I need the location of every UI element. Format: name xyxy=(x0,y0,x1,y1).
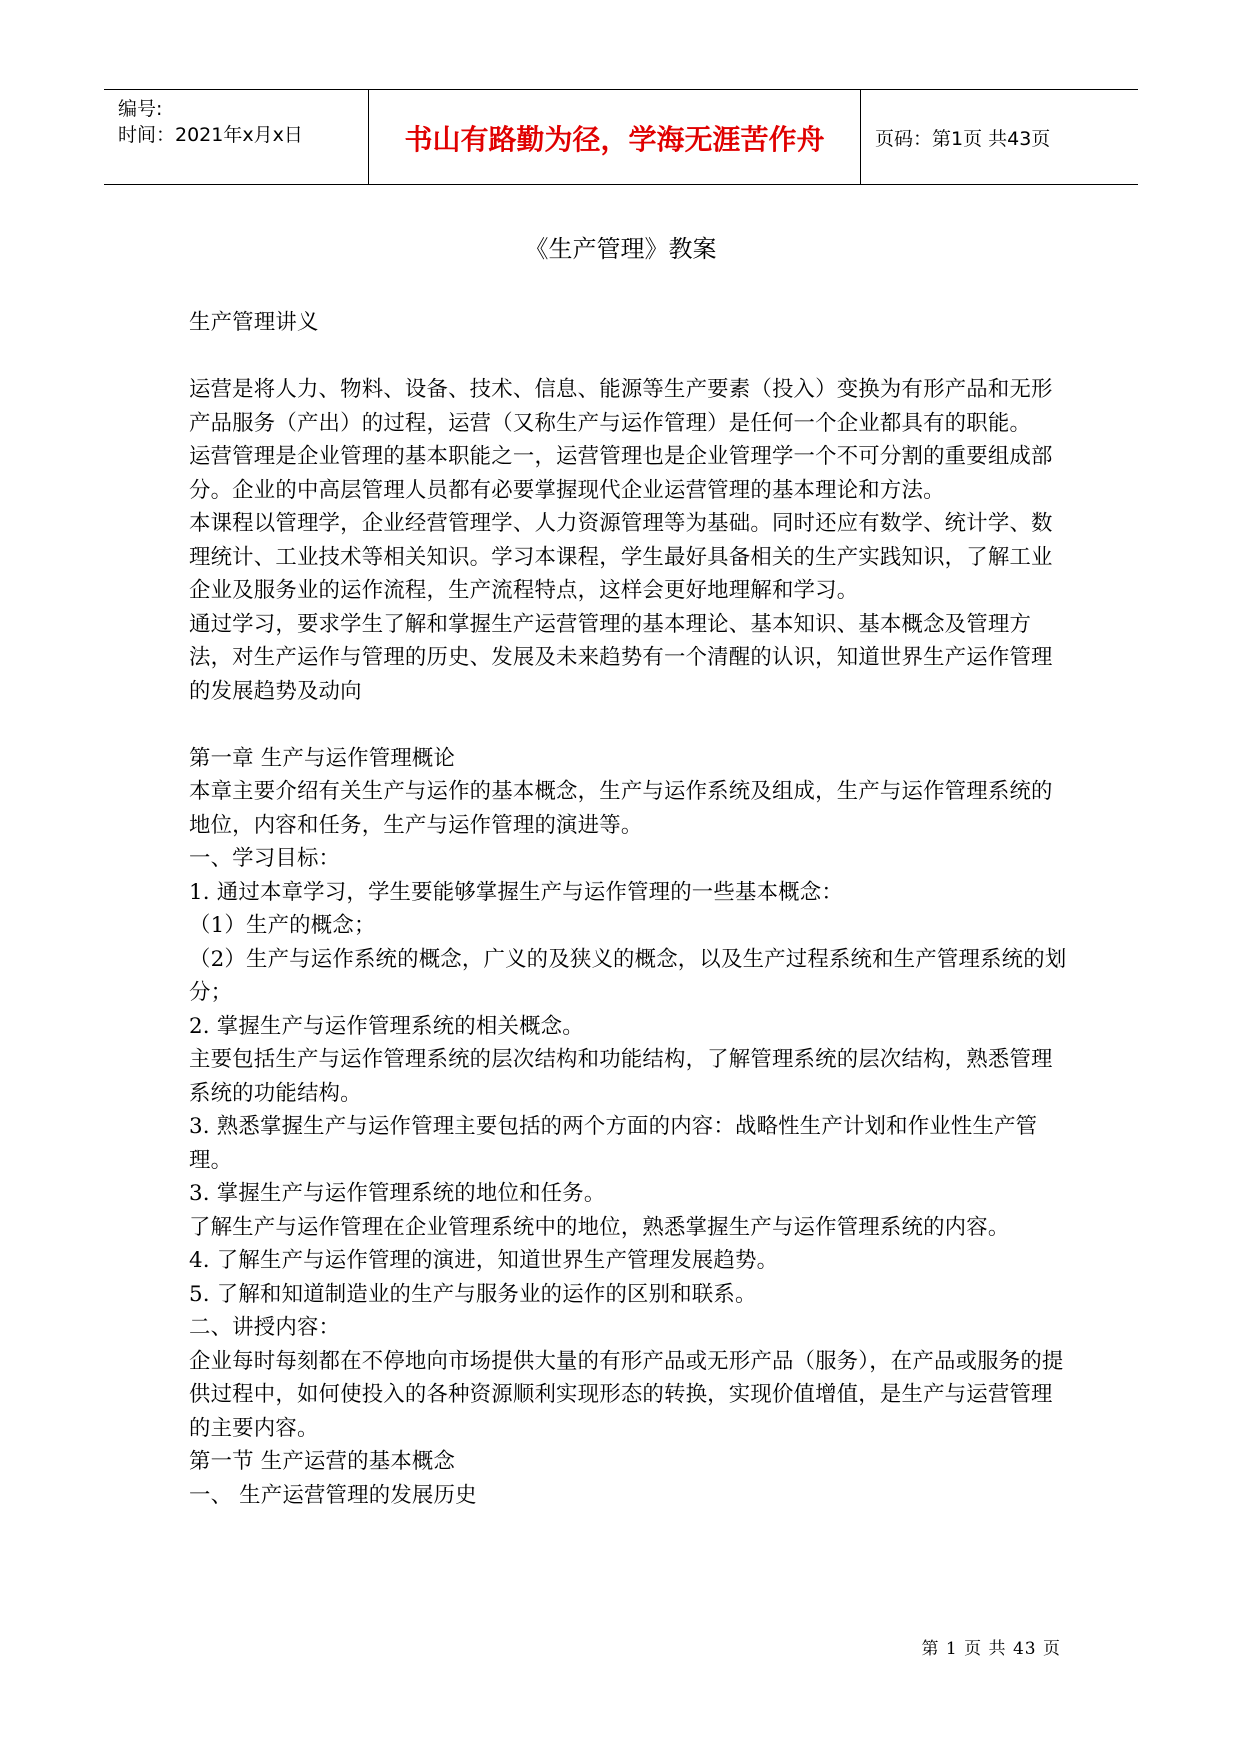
paragraph: 1. 通过本章学习，学生要能够掌握生产与运作管理的一些基本概念： xyxy=(189,879,843,905)
document-title: 《生产管理》教案 xyxy=(524,235,717,263)
paragraph: 5. 了解和知道制造业的生产与服务业的运作的区别和联系。 xyxy=(189,1281,757,1307)
paragraph: 生产管理讲义 xyxy=(189,310,319,335)
paragraph: 运营管理是企业管理的基本职能之一，运营管理也是企业管理学一个不可分割的重要组成部分。企业的中高层管理人员都有必要掌握现代企业运营管理的基本理论和方法。 xyxy=(189,444,1053,503)
paragraph: 二、讲授内容： xyxy=(189,1315,341,1340)
paragraph: （2）生产与运作系统的概念，广义的及狭义的概念，以及生产过程系统和生产管理系统的划分； xyxy=(189,946,1067,1005)
header-table xyxy=(104,89,1138,185)
paragraph: 2. 掌握生产与运作管理系统的相关概念。 xyxy=(189,1013,584,1039)
time-label: 时间：2021年x月x日 xyxy=(118,124,303,146)
page-footer: 第 1 页 共 43 页 xyxy=(921,1639,1061,1659)
paragraph: 通过学习，要求学生了解和掌握生产运营管理的基本理论、基本知识、基本概念及管理方法，对生产运作与管理的历史、发展及未来趋势有一个清醒的认识，知道世界生产运作管理的发展趋势及动向 xyxy=(189,611,1053,704)
paragraph: 运营是将人力、物料、设备、技术、信息、能源等生产要素（投入）变换为有形产品和无形产品服务（产出）的过程，运营（又称生产与运作管理）是任何一个企业都具有的职能。 xyxy=(189,377,1053,436)
header-left-cell xyxy=(104,90,369,184)
page-code: 页码：第1页 共43页 xyxy=(875,128,1051,150)
paragraph: 第一节 生产运营的基本概念 xyxy=(189,1449,456,1474)
paragraph: 了解生产与运作管理在企业管理系统中的地位，熟悉掌握生产与运作管理系统的内容。 xyxy=(189,1214,1010,1240)
header-middle-cell xyxy=(369,90,861,184)
paragraph: 本章主要介绍有关生产与运作的基本概念，生产与运作系统及组成，生产与运作管理系统的地位，内容和任务，生产与运作管理的演进等。 xyxy=(189,779,1053,838)
paragraph: 第一章 生产与运作管理概论 xyxy=(189,745,456,771)
header-right-cell xyxy=(861,90,1138,184)
paragraph: 一、 生产运营管理的发展历史 xyxy=(189,1482,477,1508)
paragraph: 主要包括生产与运作管理系统的层次结构和功能结构，了解管理系统的层次结构，熟悉管理系统的功能结构。 xyxy=(189,1047,1053,1106)
blank-line xyxy=(189,708,1069,742)
paragraph: 3. 掌握生产与运作管理系统的地位和任务。 xyxy=(189,1181,606,1206)
motto: 书山有路勤为径，学海无涯苦作舟 xyxy=(404,123,825,156)
number-label: 编号: xyxy=(118,98,163,120)
paragraph: 企业每时每刻都在不停地向市场提供大量的有形产品或无形产品（服务），在产品或服务的提供过程中，如何使投入的各种资源顺利实现形态的转换，实现价值增值，是生产与运营管理的主要内容。 xyxy=(189,1348,1064,1441)
document-body xyxy=(189,306,1069,1512)
paragraph: 4. 了解生产与运作管理的演进，知道世界生产管理发展趋势。 xyxy=(189,1248,779,1273)
blank-line xyxy=(189,340,1069,374)
paragraph: （1）生产的概念； xyxy=(189,913,376,938)
paragraph: 本课程以管理学，企业经营管理学、人力资源管理等为基础。同时还应有数学、统计学、数理统计、工业技术等相关知识。学习本课程，学生最好具备相关的生产实践知识，了解工业企业及服务业的运作流程，生产流程特点，这样会更好地理解和学习。 xyxy=(189,511,1053,603)
paragraph: 一、学习目标： xyxy=(189,846,341,871)
paragraph: 3. 熟悉掌握生产与运作管理主要包括的两个方面的内容：战略性生产计划和作业性生产管理。 xyxy=(189,1114,1038,1173)
